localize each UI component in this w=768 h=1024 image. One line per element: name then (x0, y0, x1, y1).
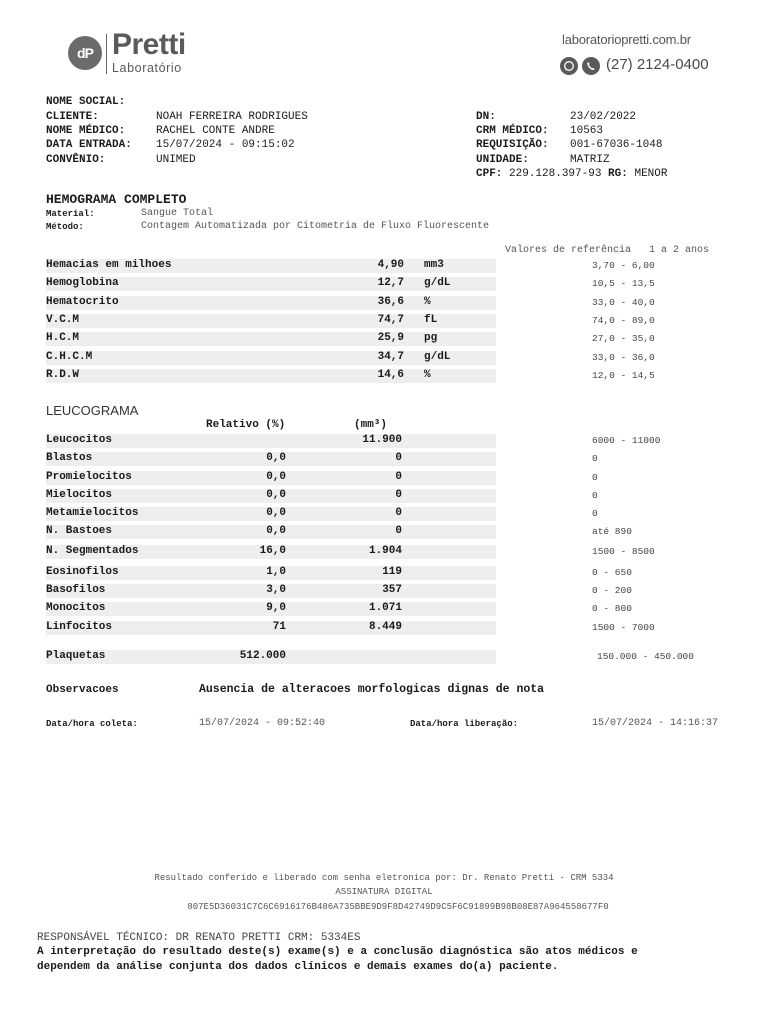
hemograma-row-value: 74,7 (377, 314, 404, 326)
leucograma-title: LEUCOGRAMA (46, 403, 139, 418)
material-label: Material: (46, 209, 95, 219)
digital-signature-label: ASSINATURA DIGITAL (335, 887, 433, 897)
hemograma-row-unit: pg (424, 332, 438, 344)
leucograma-row-absolute: 0 (395, 525, 402, 537)
release-date-label: Data/hora liberação: (410, 719, 519, 729)
cpf-rg-line (476, 168, 667, 180)
leucograma-row-reference: 0 (592, 472, 598, 483)
entry-date-label: DATA ENTRADA: (46, 139, 132, 151)
hemograma-row-label: Hemoglobina (46, 277, 119, 289)
reference-header: Valores de referência 1 a 2 anos (505, 245, 710, 256)
leucograma-row-reference: 0 - 200 (592, 585, 632, 596)
signature-hash: 807E5D36031C7C6C6916176B486A735BBE9D9F8D42749D9C5F6C91899B98B08E87A964558677F0 (187, 902, 609, 912)
lab-brand-subtitle: Laboratório (112, 61, 182, 75)
cpf-label: CPF: (476, 168, 503, 180)
leucograma-row-label: Monocitos (46, 602, 106, 614)
hemograma-row-reference: 74,0 - 89,0 (592, 315, 655, 326)
platelets-value: 512.000 (239, 650, 286, 662)
observations-text: Ausencia de alteracoes morfologicas dignas de nota (199, 683, 545, 696)
hemograma-row-reference: 33,0 - 40,0 (592, 297, 655, 308)
signed-by: Resultado conferido e liberado com senha eletronica por: Dr. Renato Pretti - CRM 5334 (154, 873, 614, 883)
requisition-label: REQUISIÇÃO: (476, 139, 549, 151)
leucograma-row-absolute: 8.449 (368, 621, 402, 633)
social-name-label: NOME SOCIAL: (46, 96, 126, 108)
leucograma-row-reference: até 890 (592, 526, 632, 537)
platelets-label: Plaquetas (46, 650, 106, 662)
birth-date: 23/02/2022 (570, 111, 637, 123)
unit: MATRIZ (570, 154, 610, 166)
leucograma-row-relative: 16,0 (259, 545, 286, 557)
hemograma-row-reference: 27,0 - 35,0 (592, 333, 655, 344)
cpf: 229.128.397-93 (509, 168, 602, 180)
requisition-number: 001-67036-1048 (570, 139, 663, 151)
hemograma-row-unit: g/dL (424, 351, 451, 363)
hemograma-row-reference: 33,0 - 36,0 (592, 352, 655, 363)
hemograma-row-reference: 12,0 - 14,5 (592, 370, 655, 381)
disclaimer-line-1: A interpretação do resultado deste(s) exame(s) e a conclusão diagnóstica são atos médicos e (37, 946, 638, 958)
leucograma-row-relative: 3,0 (266, 584, 286, 596)
disclaimer-line-2: dependem da análise conjunta dos dados clínicos e demais exames do(a) paciente. (37, 961, 559, 973)
lab-brand-name: Pretti (112, 28, 186, 61)
hemograma-row-label: C.H.C.M (46, 351, 93, 363)
lab-phone[interactable]: (27) 2124-0400 (606, 56, 709, 73)
leucograma-row-reference: 1500 - 7000 (592, 622, 655, 633)
hemograma-row-unit: % (424, 296, 431, 308)
leucograma-row-relative: 71 (272, 621, 286, 633)
leucograma-row-reference: 0 (592, 490, 598, 501)
material: Sangue Total (141, 208, 214, 219)
hemograma-row-label: V.C.M (46, 314, 80, 326)
insurance: UNIMED (156, 154, 196, 166)
crm-label: CRM MÉDICO: (476, 125, 549, 137)
lab-website[interactable]: laboratoriopretti.com.br (562, 32, 691, 47)
hemograma-row-unit: g/dL (424, 277, 451, 289)
leucograma-row-reference: 0 (592, 453, 598, 464)
leucograma-row-absolute: 1.904 (368, 545, 402, 557)
leucograma-row-label: Basofilos (46, 584, 106, 596)
leucograma-row-reference: 0 (592, 508, 598, 519)
absolute-column-header: (mm³) (354, 419, 388, 431)
leucograma-row-relative: 0,0 (266, 471, 286, 483)
relative-column-header: Relativo (%) (206, 419, 286, 431)
leucograma-row-relative: 0,0 (266, 507, 286, 519)
phone-icon (582, 57, 600, 75)
insurance-label: CONVÊNIO: (46, 154, 106, 166)
observations-label: Observacoes (46, 684, 119, 696)
leucograma-row-relative: 1,0 (266, 566, 286, 578)
doctor-name: RACHEL CONTE ANDRE (156, 125, 275, 137)
leucograma-row-absolute: 0 (395, 507, 402, 519)
collect-date: 15/07/2024 - 09:52:40 (199, 718, 326, 729)
lab-logo-mark: dP (68, 36, 102, 70)
leucograma-row-absolute: 1.071 (368, 602, 402, 614)
logo-divider (106, 34, 107, 74)
dn-label: DN: (476, 111, 496, 123)
leucograma-row-label: Eosinofilos (46, 566, 119, 578)
leucograma-row-relative: 0,0 (266, 525, 286, 537)
technical-responsible: RESPONSÁVEL TÉCNICO: DR RENATO PRETTI CRM: 5334ES (37, 932, 361, 944)
leucograma-row-label: Blastos (46, 452, 93, 464)
hemograma-row-label: H.C.M (46, 332, 80, 344)
rg-label: RG: (608, 168, 628, 180)
hemograma-row-value: 4,90 (377, 259, 404, 271)
hemograma-row-value: 14,6 (377, 369, 404, 381)
leucograma-row-reference: 1500 - 8500 (592, 546, 655, 557)
whatsapp-icon (560, 57, 578, 75)
hemograma-row-value: 34,7 (377, 351, 404, 363)
client-label: CLIENTE: (46, 111, 99, 123)
leucograma-row-absolute: 357 (382, 584, 402, 596)
doctor-label: NOME MÉDICO: (46, 125, 126, 137)
leucograma-row-relative: 0,0 (266, 452, 286, 464)
unit-label: UNIDADE: (476, 154, 529, 166)
doctor-crm: 10563 (570, 125, 604, 137)
hemograma-row-label: Hemacias em milhoes (46, 259, 172, 271)
platelets-reference: 150.000 - 450.000 (597, 651, 694, 662)
leucograma-row-label: Leucocitos (46, 434, 113, 446)
leucograma-row-reference: 6000 - 11000 (592, 435, 661, 446)
hemograma-row-unit: % (424, 369, 431, 381)
hemograma-row-value: 36,6 (377, 296, 404, 308)
rg: MENOR (634, 168, 668, 180)
method: Contagem Automatizada por Citometria de Fluxo Fluorescente (141, 221, 490, 232)
leucograma-row-relative: 0,0 (266, 489, 286, 501)
method-label: Método: (46, 222, 84, 232)
leucograma-row-absolute: 119 (382, 566, 402, 578)
hemograma-row-value: 12,7 (377, 277, 404, 289)
leucograma-row-reference: 0 - 650 (592, 567, 632, 578)
hemograma-row-reference: 10,5 - 13,5 (592, 278, 655, 289)
leucograma-row-label: N. Segmentados (46, 545, 139, 557)
leucograma-row-absolute: 0 (395, 452, 402, 464)
hemograma-row-value: 25,9 (377, 332, 404, 344)
leucograma-row-shade (46, 434, 496, 448)
release-date: 15/07/2024 - 14:16:37 (592, 718, 719, 729)
leucograma-row-absolute: 0 (395, 471, 402, 483)
leucograma-row-reference: 0 - 800 (592, 603, 632, 614)
hemograma-row-unit: fL (424, 314, 438, 326)
client-name: NOAH FERREIRA RODRIGUES (156, 111, 308, 123)
leucograma-row-label: Metamielocitos (46, 507, 139, 519)
hemograma-row-label: R.D.W (46, 369, 80, 381)
leucograma-row-absolute: 11.900 (362, 434, 402, 446)
leucograma-row-label: Mielocitos (46, 489, 113, 501)
leucograma-row-absolute: 0 (395, 489, 402, 501)
hemograma-row-reference: 3,70 - 6,00 (592, 260, 655, 271)
hemograma-row-label: Hematocrito (46, 296, 119, 308)
leucograma-row-label: Promielocitos (46, 471, 132, 483)
hemograma-row-unit: mm3 (424, 259, 444, 271)
entry-date: 15/07/2024 - 09:15:02 (156, 139, 295, 151)
collect-date-label: Data/hora coleta: (46, 719, 138, 729)
leucograma-row-label: Linfocitos (46, 621, 113, 633)
leucograma-row-relative: 9,0 (266, 602, 286, 614)
hemograma-title: HEMOGRAMA COMPLETO (46, 192, 187, 207)
leucograma-row-label: N. Bastoes (46, 525, 113, 537)
